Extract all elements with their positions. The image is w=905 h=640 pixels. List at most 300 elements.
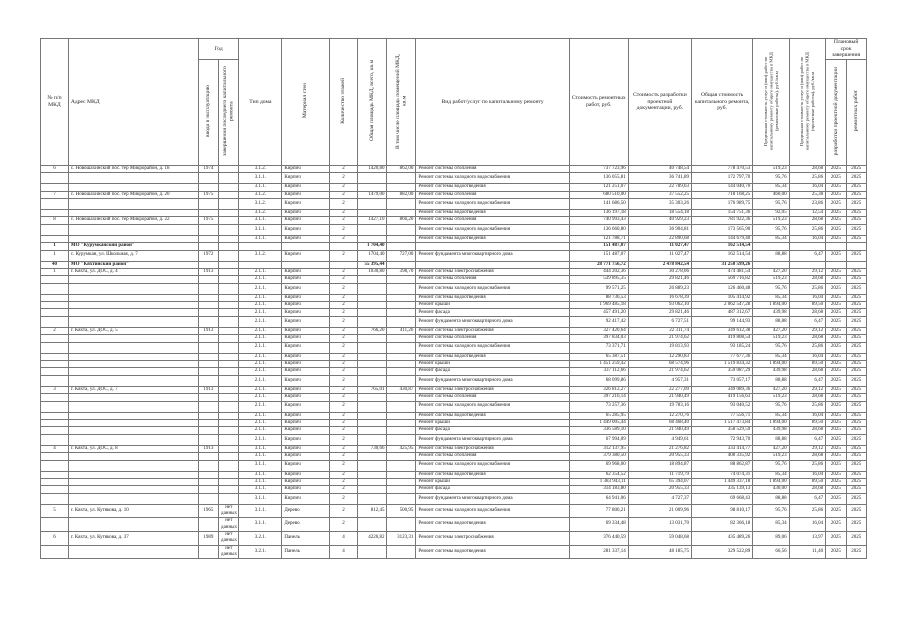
limit-repair-cell: 88,88 xyxy=(753,316,789,327)
year-built-cell xyxy=(198,545,218,559)
row-number-cell xyxy=(41,316,69,327)
year-built-cell xyxy=(198,235,218,242)
table-row xyxy=(41,198,867,209)
year-repair-cell xyxy=(219,368,239,375)
plan-design-cell: 2025 xyxy=(826,327,846,334)
total-area-cell: 1 704,40 xyxy=(358,243,387,250)
house-type-cell: 2.1.1. xyxy=(239,327,282,334)
work-type-cell: Ремонт системы холодного водоснабжения xyxy=(416,401,569,412)
cost-design-cell: 16 678,39 xyxy=(628,294,691,301)
limit-repair-cell: 85,34 xyxy=(753,471,789,478)
cost-total-cell: 2 062 547,28 xyxy=(692,302,753,309)
floors-cell: 2 xyxy=(329,283,358,294)
limit-repair-cell: 88,88 xyxy=(753,434,789,445)
year-built-cell xyxy=(198,353,218,360)
year-repair-cell xyxy=(219,342,239,353)
table-row xyxy=(41,217,867,224)
work-type-cell: Ремонт системы водоотведения xyxy=(416,235,569,242)
plan-repair-cell xyxy=(846,261,867,268)
work-type-cell: Ремонт фундамента многоквартирного дома xyxy=(416,493,569,504)
plan-repair-cell: 2025 xyxy=(846,486,867,493)
plan-repair-cell: 2025 xyxy=(846,394,867,401)
limit-repair-cell: 427,20 xyxy=(753,327,789,334)
header-plan-group: Плановый срок завершения xyxy=(826,39,867,60)
limit-design-cell: 25,86 xyxy=(789,504,825,518)
table-row xyxy=(41,235,867,242)
wall-material-cell: Кирпич xyxy=(282,165,329,172)
limit-repair-cell: 95,76 xyxy=(753,504,789,518)
wall-material-cell: Кирпич xyxy=(282,460,329,471)
residential-area-cell xyxy=(387,493,416,504)
house-type-cell: 3.1.1. xyxy=(239,493,282,504)
work-type-cell: Ремонт системы отопления xyxy=(416,453,569,460)
plan-repair-cell xyxy=(846,243,867,250)
floors-cell: 2 xyxy=(329,294,358,301)
total-area-cell: 1704,40 xyxy=(358,250,387,261)
address-cell xyxy=(68,335,198,342)
year-built-cell xyxy=(198,434,218,445)
wall-material-cell: Кирпич xyxy=(282,486,329,493)
plan-design-cell: 2025 xyxy=(826,545,846,559)
year-repair-cell xyxy=(219,375,239,386)
house-type-cell: 2.1.1. xyxy=(239,276,282,283)
wall-material-cell: Кирпич xyxy=(282,184,329,191)
plan-repair-cell: 2025 xyxy=(846,545,867,559)
house-type-cell: 2.1.1. xyxy=(239,375,282,386)
floors-cell: 2 xyxy=(329,471,358,478)
work-type-cell: Ремонт системы электроснабжения xyxy=(416,445,569,452)
table-row xyxy=(41,353,867,360)
year-repair-cell xyxy=(219,478,239,485)
plan-design-cell: 2025 xyxy=(826,191,846,198)
cost-total-cell: 74 074,31 xyxy=(692,471,753,478)
row-number-cell xyxy=(41,353,69,360)
house-type-cell: 3.1.1. xyxy=(239,478,282,485)
limit-design-cell: 28,68 xyxy=(789,368,825,375)
year-built-cell: 1913 xyxy=(198,268,218,275)
wall-material-cell: Дерево xyxy=(282,518,329,532)
limit-repair-cell: 95,76 xyxy=(753,401,789,412)
residential-area-cell xyxy=(387,471,416,478)
total-area-cell xyxy=(358,184,387,191)
plan-design-cell: 2025 xyxy=(826,445,846,452)
plan-repair-cell: 2025 xyxy=(846,401,867,412)
address-cell xyxy=(68,434,198,445)
house-type-cell: 3.1.1. xyxy=(239,486,282,493)
floors-cell: 2 xyxy=(329,173,358,184)
address-cell: с. Новошахинский пос. тер Микрорайон, д. 18 xyxy=(68,165,198,172)
address-cell xyxy=(68,518,198,532)
plan-repair-cell: 2025 xyxy=(846,504,867,518)
cost-repair-cell: 1 449 005,44 xyxy=(569,419,628,426)
cost-design-cell: 65 394,07 xyxy=(628,478,691,485)
limit-repair-cell: 85,34 xyxy=(753,184,789,191)
header-year-built: ввода в эксплуатацию xyxy=(198,59,218,165)
cost-repair-cell: 1 969 485,18 xyxy=(569,302,628,309)
wall-material-cell: Кирпич xyxy=(282,316,329,327)
year-built-cell xyxy=(198,518,218,532)
floors-cell: 2 xyxy=(329,368,358,375)
floors-cell: 2 xyxy=(329,302,358,309)
row-number-cell: 6 xyxy=(41,165,69,172)
house-type-cell: 3.1.1. xyxy=(239,504,282,518)
row-number-cell xyxy=(41,335,69,342)
floors-cell: 2 xyxy=(329,276,358,283)
wall-material-cell: Кирпич xyxy=(282,302,329,309)
address-cell xyxy=(68,276,198,283)
cost-repair-cell: 64 941,06 xyxy=(569,493,628,504)
limit-repair-cell: 85,34 xyxy=(753,235,789,242)
cost-total-cell: 162 514,54 xyxy=(692,243,753,250)
floors-cell: 2 xyxy=(329,224,358,235)
plan-design-cell: 2025 xyxy=(826,173,846,184)
summary-row xyxy=(41,261,867,268)
total-area-cell: 1427,10 xyxy=(358,217,387,224)
year-built-cell xyxy=(198,427,218,434)
year-built-cell: 1913 xyxy=(198,386,218,393)
limit-design-cell: 16,04 xyxy=(789,235,825,242)
plan-repair-cell: 2025 xyxy=(846,434,867,445)
cost-total-cell: 359 087,29 xyxy=(692,368,753,375)
total-area-cell: 812,45 xyxy=(358,504,387,518)
address-cell xyxy=(68,294,198,301)
total-area-cell xyxy=(358,493,387,504)
header-cost-design: Стоимость разработки проектной документации, руб. xyxy=(628,39,691,166)
cost-design-cell: 22 890,68 xyxy=(628,235,691,242)
plan-design-cell: 2025 xyxy=(826,283,846,294)
residential-area-cell xyxy=(387,224,416,235)
plan-design-cell: 2025 xyxy=(826,250,846,261)
plan-repair-cell: 2025 xyxy=(846,283,867,294)
plan-design-cell: 2025 xyxy=(826,412,846,419)
plan-repair-cell: 2025 xyxy=(846,276,867,283)
plan-design-cell: 2025 xyxy=(826,375,846,386)
year-built-cell xyxy=(198,394,218,401)
year-repair-cell xyxy=(219,412,239,419)
plan-design-cell: 2025 xyxy=(826,209,846,216)
plan-repair-cell: 2025 xyxy=(846,471,867,478)
cost-repair-cell: 99 571,25 xyxy=(569,283,628,294)
floors-cell: 2 xyxy=(329,486,358,493)
plan-design-cell: 2025 xyxy=(826,361,846,368)
plan-repair-cell: 2025 xyxy=(846,209,867,216)
row-number-cell xyxy=(41,368,69,375)
year-built-cell xyxy=(198,261,218,268)
residential-area-cell xyxy=(387,545,416,559)
floors-cell: 2 xyxy=(329,386,358,393)
limit-design-cell: 28,68 xyxy=(789,427,825,434)
floors-cell: 2 xyxy=(329,309,358,316)
cost-repair-cell: 136 660,80 xyxy=(569,224,628,235)
floors-cell: 2 xyxy=(329,250,358,261)
limit-repair-cell: 95,76 xyxy=(753,283,789,294)
total-area-cell xyxy=(358,394,387,401)
cost-repair-cell: 539 895,35 xyxy=(569,276,628,283)
total-area-cell xyxy=(358,375,387,386)
cost-design-cell: 21 974,62 xyxy=(628,368,691,375)
residential-area-cell xyxy=(387,173,416,184)
limit-repair-cell: 519,23 xyxy=(753,217,789,224)
limit-repair-cell: 519,23 xyxy=(753,276,789,283)
year-built-cell xyxy=(198,184,218,191)
cost-total-cell: 569 716,82 xyxy=(692,276,753,283)
cost-total-cell: 77 556,71 xyxy=(692,412,753,419)
address-cell: МО "Кяхтинский район" xyxy=(68,261,198,268)
house-type-cell: 2.1.1. xyxy=(239,361,282,368)
plan-repair-cell: 2025 xyxy=(846,460,867,471)
plan-repair-cell: 2025 xyxy=(846,165,867,172)
cost-design-cell: 6 727,51 xyxy=(628,316,691,327)
limit-repair-cell: 427,20 xyxy=(753,268,789,275)
plan-repair-cell: 2025 xyxy=(846,386,867,393)
year-repair-cell xyxy=(219,316,239,327)
plan-design-cell: 2025 xyxy=(826,401,846,412)
work-type-cell: Ремонт системы водоотведения xyxy=(416,518,569,532)
table-row xyxy=(41,386,867,393)
year-repair-cell xyxy=(219,493,239,504)
header-plan-repair: ремонтных работ xyxy=(846,59,867,165)
house-type-cell: 2.1.1. xyxy=(239,268,282,275)
cost-design-cell: 22 789,63 xyxy=(628,184,691,191)
plan-repair-cell: 2025 xyxy=(846,453,867,460)
plan-design-cell xyxy=(826,243,846,250)
total-area-cell xyxy=(358,486,387,493)
plan-repair-cell: 2025 xyxy=(846,316,867,327)
residential-area-cell xyxy=(387,412,416,419)
year-repair-cell xyxy=(219,235,239,242)
residential-area-cell: 3123,31 xyxy=(387,531,416,545)
table-row xyxy=(41,453,867,460)
work-type-cell: Ремонт фундамента многоквартирного дома xyxy=(416,375,569,386)
cost-design-cell: 40 929,23 xyxy=(628,217,691,224)
work-type-cell: Ремонт системы водоотведения xyxy=(416,412,569,419)
residential-area-cell xyxy=(387,401,416,412)
limit-repair-cell: 439,98 xyxy=(753,368,789,375)
cost-total-cell: 154 751,36 xyxy=(692,209,753,216)
table-row xyxy=(41,361,867,368)
residential-area-cell: 862,00 xyxy=(387,165,416,172)
work-type-cell: Ремонт системы водоотведения xyxy=(416,294,569,301)
plan-design-cell: 2025 xyxy=(826,460,846,471)
limit-design-cell: 16,04 xyxy=(789,294,825,301)
cost-repair-cell: 326 812,27 xyxy=(569,386,628,393)
table-row xyxy=(41,412,867,419)
cost-repair-cell: 457 491,20 xyxy=(569,309,628,316)
header-address: Адрес МКД xyxy=(68,39,198,166)
work-type-cell: Ремонт фундамента многоквартирного дома xyxy=(416,434,569,445)
total-area-cell: 1420,80 xyxy=(358,165,387,172)
cost-design-cell: 21 940,49 xyxy=(628,427,691,434)
year-built-cell xyxy=(198,486,218,493)
year-built-cell xyxy=(198,375,218,386)
year-built-cell: 1989 xyxy=(198,531,218,545)
floors-cell: 2 xyxy=(329,518,358,532)
floors-cell: 2 xyxy=(329,209,358,216)
residential-area-cell xyxy=(387,486,416,493)
plan-repair-cell: 2025 xyxy=(846,250,867,261)
residential-area-cell: 411,26 xyxy=(387,327,416,334)
cost-design-cell: 29 821,46 xyxy=(628,309,691,316)
limit-repair-cell: 439,98 xyxy=(753,309,789,316)
wall-material-cell: Кирпич xyxy=(282,434,329,445)
row-number-cell xyxy=(41,342,69,353)
wall-material-cell: Кирпич xyxy=(282,209,329,216)
total-area-cell xyxy=(358,335,387,342)
plan-design-cell xyxy=(826,261,846,268)
plan-repair-cell: 2025 xyxy=(846,309,867,316)
year-repair-cell xyxy=(219,353,239,360)
wall-material-cell: Кирпич xyxy=(282,342,329,353)
row-number-cell: 6 xyxy=(41,531,69,545)
cost-repair-cell: 312 137,95 xyxy=(569,445,628,452)
plan-repair-cell: 2025 xyxy=(846,217,867,224)
year-built-cell xyxy=(198,493,218,504)
plan-design-cell: 2025 xyxy=(826,165,846,172)
total-area-cell xyxy=(358,434,387,445)
limit-design-cell: 16,04 xyxy=(789,412,825,419)
cost-total-cell: 358 529,59 xyxy=(692,427,753,434)
cost-total-cell: 144 040,70 xyxy=(692,184,753,191)
cost-total-cell: 487 312,67 xyxy=(692,309,753,316)
year-built-cell xyxy=(198,419,218,426)
cost-repair-cell: 397 834,03 xyxy=(569,335,628,342)
plan-repair-cell: 2025 xyxy=(846,412,867,419)
cost-total-cell: 98 810,17 xyxy=(692,504,753,518)
table-row xyxy=(41,419,867,426)
cost-total-cell: 176 989,75 xyxy=(692,198,753,209)
plan-design-cell: 2025 xyxy=(826,478,846,485)
residential-area-cell xyxy=(387,276,416,283)
plan-repair-cell: 2025 xyxy=(846,375,867,386)
cost-repair-cell: 337 112,66 xyxy=(569,368,628,375)
wall-material-cell: Кирпич xyxy=(282,412,329,419)
year-repair-cell xyxy=(219,386,239,393)
work-type-cell: Ремонт системы холодного водоснабжения xyxy=(416,342,569,353)
plan-repair-cell: 2025 xyxy=(846,235,867,242)
cost-total-cell: 88 862,87 xyxy=(692,460,753,471)
cost-design-cell: 19 783,16 xyxy=(628,401,691,412)
house-type-cell: 3.1.1. xyxy=(239,173,282,184)
cost-total-cell: 69 668,43 xyxy=(692,493,753,504)
limit-design-cell: 25,38 xyxy=(789,191,825,198)
plan-repair-cell: 2025 xyxy=(846,427,867,434)
limit-design-cell: 28,68 xyxy=(789,276,825,283)
plan-repair-cell: 2025 xyxy=(846,478,867,485)
year-built-cell xyxy=(198,283,218,294)
address-cell xyxy=(68,471,198,478)
cost-design-cell: 21 974,62 xyxy=(628,335,691,342)
work-type-cell: Ремонт системы холодного водоснабжения xyxy=(416,224,569,235)
table-row xyxy=(41,504,867,518)
table-row xyxy=(41,276,867,283)
document-page xyxy=(40,38,867,559)
table-row xyxy=(41,434,867,445)
limit-repair-cell xyxy=(753,261,789,268)
cost-design-cell: 11 027,47 xyxy=(628,243,691,250)
limit-repair-cell: 519,23 xyxy=(753,394,789,401)
house-type-cell: 3.1.2. xyxy=(239,250,282,261)
row-number-cell xyxy=(41,412,69,419)
work-type-cell: Ремонт системы холодного водоснабжения xyxy=(416,283,569,294)
total-area-cell: 1030,80 xyxy=(358,268,387,275)
row-number-cell xyxy=(41,309,69,316)
wall-material-cell: Кирпич xyxy=(282,375,329,386)
address-cell xyxy=(68,353,198,360)
address-cell xyxy=(68,309,198,316)
row-number-cell xyxy=(41,361,69,368)
cost-total-cell: 144 679,40 xyxy=(692,235,753,242)
year-repair-cell xyxy=(219,460,239,471)
cost-total-cell: 718 168,25 xyxy=(692,191,753,198)
total-area-cell xyxy=(358,401,387,412)
plan-design-cell: 2025 xyxy=(826,316,846,327)
cost-repair-cell: 281 337,14 xyxy=(569,545,628,559)
header-work-type: Вид работ/услуг по капитальному ремонту xyxy=(416,39,569,166)
total-area-cell xyxy=(358,209,387,216)
row-number-cell: 8 xyxy=(41,217,69,224)
row-number-cell xyxy=(41,184,69,191)
floors-cell: 2 xyxy=(329,412,358,419)
year-built-cell xyxy=(198,309,218,316)
year-repair-cell xyxy=(219,173,239,184)
limit-design-cell: 25,86 xyxy=(789,342,825,353)
wall-material-cell: Кирпич xyxy=(282,361,329,368)
floors-cell: 2 xyxy=(329,478,358,485)
cost-design-cell: 21 009,96 xyxy=(628,504,691,518)
limit-repair-cell: 89,06 xyxy=(753,531,789,545)
year-built-cell xyxy=(198,412,218,419)
address-cell: г. Кяхта, ул. Кутякова, д. 10 xyxy=(68,504,198,518)
total-area-cell xyxy=(358,460,387,471)
limit-design-cell: 16,04 xyxy=(789,184,825,191)
floors-cell: 2 xyxy=(329,327,358,334)
total-area-cell xyxy=(358,471,387,478)
year-built-cell xyxy=(198,401,218,412)
address-cell xyxy=(68,453,198,460)
plan-design-cell: 2025 xyxy=(826,386,846,393)
cost-repair-cell: 67 994,09 xyxy=(569,434,628,445)
row-number-cell xyxy=(41,460,69,471)
wall-material-cell: Кирпич xyxy=(282,250,329,261)
table-row xyxy=(41,368,867,375)
address-cell: МО "Курумканский район" xyxy=(68,243,198,250)
cost-design-cell: 20 955,33 xyxy=(628,486,691,493)
plan-repair-cell: 2025 xyxy=(846,335,867,342)
plan-design-cell: 2025 xyxy=(826,493,846,504)
address-cell xyxy=(68,427,198,434)
house-type-cell: 3.1.1. xyxy=(239,445,282,452)
wall-material-cell: Кирпич xyxy=(282,394,329,401)
total-area-cell xyxy=(358,235,387,242)
plan-design-cell: 2025 xyxy=(826,302,846,309)
work-type-cell: Ремонт системы водоотведения xyxy=(416,209,569,216)
floors-cell xyxy=(329,243,358,250)
residential-area-cell xyxy=(387,209,416,216)
address-cell xyxy=(68,460,198,471)
address-cell xyxy=(68,368,198,375)
limit-repair-cell: 66,56 xyxy=(753,545,789,559)
house-type-cell: 3.1.1. xyxy=(239,217,282,224)
plan-design-cell: 2025 xyxy=(826,268,846,275)
limit-design-cell: 16,04 xyxy=(789,518,825,532)
limit-repair-cell: 85,34 xyxy=(753,294,789,301)
cost-repair-cell: 151 487,07 xyxy=(569,250,628,261)
limit-repair-cell xyxy=(753,243,789,250)
repair-program-table xyxy=(40,38,867,559)
table-row xyxy=(41,486,867,493)
cost-repair-cell: 28 771 756,72 xyxy=(569,261,628,268)
cost-design-cell: 36 741,89 xyxy=(628,173,691,184)
